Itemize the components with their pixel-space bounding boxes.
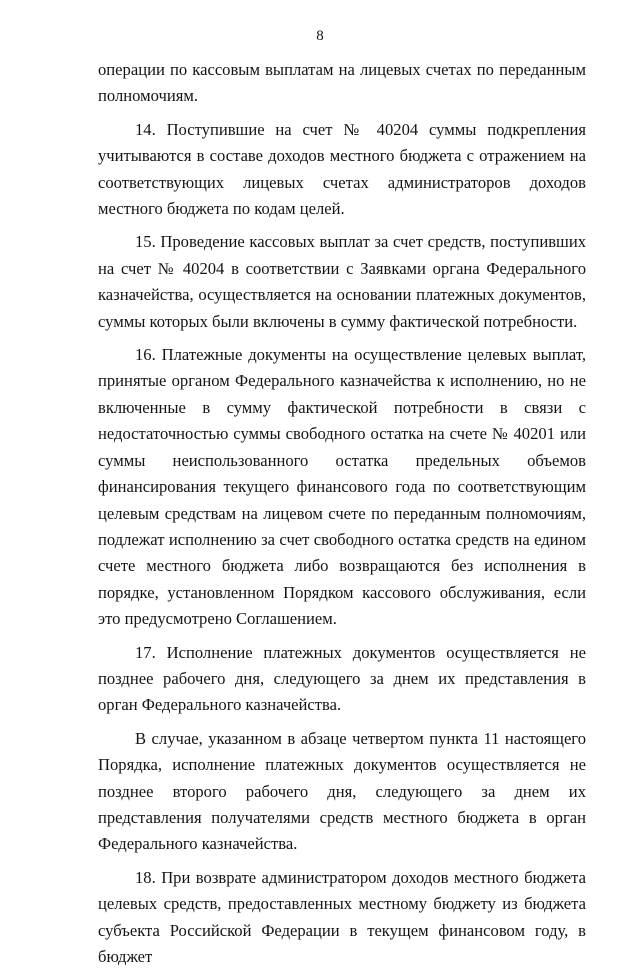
paragraph-item-17-case: В случае, указанном в абзаце четвертом пункта 11 настоящего Порядка, исполнение платежных документов осуществляется не позднее второго рабочего дня, следующего за днем их представления получателями средств местного бюджета в орган Федерального казначейства. [98,728,586,854]
paragraph-item-16: 16. Платежные документы на осуществление целевых выплат, принятые органом Федерального казначейства к исполнению, но не включенные в сумму фактической потребности в связи с недостаточностью суммы свободного остатка на счете № 40201 или суммы неиспользованного остатка предельных объемов финансирования текущего финансового года по соответствующим целевым средствам на лицевом счете по переданным полномочиям, подлежат исполнению за счет свободного остатка средств на едином счете местного бюджета либо возвращаются без исполнения в порядке, установленном Порядком кассового обслуживания, если это предусмотрено Соглашением. [98,345,586,629]
document-body [98,57,586,977]
paragraph-item-15: 15. Проведение кассовых выплат за счет средств, поступивших на счет № 40204 в соответствии с Заявками органа Федерального казначейства, осуществляется на основании платежных документов, суммы которых были включены в сумму фактической потребности. [98,232,586,331]
paragraph-item-17: 17. Исполнение платежных документов осуществляется не позднее рабочего дня, следующего за днем их представления в орган Федерального казначейства. [98,642,586,715]
paragraph-continuation: операции по кассовым выплатам на лицевых счетах по переданным полномочиям. [98,60,586,106]
paragraph-item-14: 14. Поступившие на счет № 40204 суммы подкрепления учитываются в составе доходов местного бюджета с отражением на соответствующих лицевых счетах администраторов доходов местного бюджета по кодам целей. [98,119,586,219]
page-number: 8 [316,28,324,44]
paragraph-item-18: 18. При возврате администратором доходов местного бюджета целевых средств, предоставленных местному бюджету из бюджета субъекта Российской Федерации в текущем финансовом году, в бюджет [98,867,586,966]
